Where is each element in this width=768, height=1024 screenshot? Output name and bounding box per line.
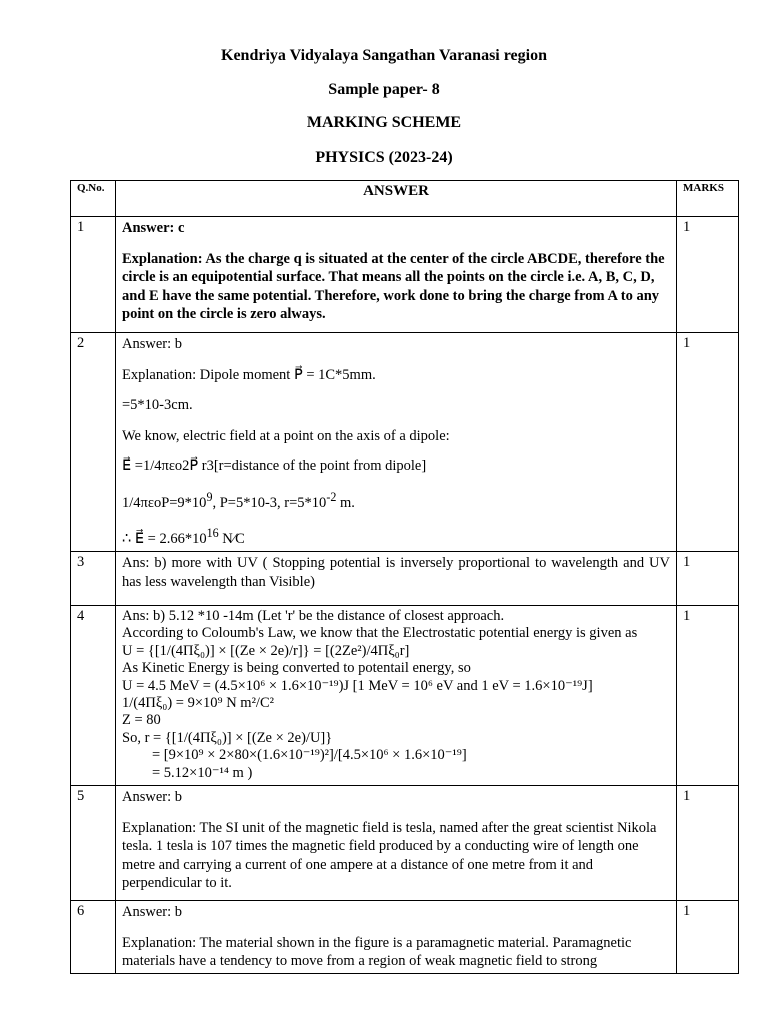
explanation-text <box>122 524 670 548</box>
explanation-text: Explanation: Dipole moment P⃗ = 1C*5mm. <box>122 366 376 383</box>
explanation-text: = 5.12×10⁻¹⁴ m ) <box>152 764 253 781</box>
answer-line: Answer: b <box>122 904 183 920</box>
marks-value: 1 <box>677 901 739 974</box>
answer-line: Ans: b) 5.12 *10 -14m (Let 'r' be the distance of closest approach. <box>122 608 505 624</box>
qno-header: Q.No. <box>71 181 116 217</box>
answer-cell <box>116 901 677 974</box>
explanation-text: So, r = {[1/(4Πξ₀)] × [(Ze × 2e)/U]} <box>122 729 333 746</box>
table-row <box>71 901 739 974</box>
marks-value: 1 <box>677 333 739 552</box>
marks-value: 1 <box>677 606 739 786</box>
marks-header: MARKS <box>677 181 739 217</box>
table-row <box>71 552 739 606</box>
answer-cell <box>116 606 677 786</box>
marks-value: 1 <box>677 552 739 606</box>
marks-value: 1 <box>677 217 739 333</box>
school-title: Kendriya Vidyalaya Sangathan Varanasi region <box>221 47 547 64</box>
explanation-text: We know, electric field at a point on the axis of a dipole: <box>122 427 450 444</box>
text-part: , P=5*10-3, r=5*10 <box>212 494 327 511</box>
answer-cell <box>116 786 677 901</box>
answer-line: Ans: b) more with UV ( Stopping potential is inversely proportional to wavelength and UV has less wavelength than Visible) <box>122 555 670 590</box>
explanation-text: Explanation: The SI unit of the magnetic field is tesla, named after the great scientist Nikola tesla. 1 tesla is 107 times the magnetic field produced by a conducting wire of length one metre and carrying a current of one ampere at a distance of one metre from it and perpendicular to it. <box>122 819 657 891</box>
superscript: 16 <box>206 525 219 540</box>
scheme-title: MARKING SCHEME <box>306 114 462 131</box>
table-header-row <box>71 181 739 217</box>
answer-line: Answer: b <box>122 789 183 805</box>
subject-title: PHYSICS (2023-24) <box>315 149 453 166</box>
question-number: 4 <box>71 606 116 786</box>
explanation-text: According to Coloumb's Law, we know that the Electrostatic potential energy is given as <box>122 625 638 642</box>
explanation-text: = [9×10⁹ × 2×80×(1.6×10⁻¹⁹)²]/[4.5×10⁶ × 1.6×10⁻¹⁹] <box>152 747 467 764</box>
explanation-text: Z = 80 <box>122 712 161 729</box>
explanation-text: Explanation: As the charge q is situated at the center of the circle ABCDE, therefore the circle is an equipotential surface. That means all the points on the circle i.e. A, B, C, D, and E have the same potential. Therefore, work done to bring the charge from A to any point on the circle is zero always. <box>122 250 665 322</box>
explanation-text: =5*10-3cm. <box>122 397 193 413</box>
explanation-text: E⃗ =1/4πεo2P⃗ r3[r=distance of the point from dipole] <box>122 458 427 474</box>
answer-cell <box>116 552 677 606</box>
text-part: m. <box>336 494 355 511</box>
answer-line: Answer: c <box>122 220 185 236</box>
explanation-text: 1/(4Πξ₀) = 9×10⁹ N m²/C² <box>122 695 274 712</box>
answer-cell <box>116 333 677 552</box>
text-part: ∴ E⃗ = 2.66*10 <box>122 530 207 547</box>
table-row <box>71 333 739 552</box>
table-row <box>71 786 739 901</box>
explanation-text: U = {[1/(4Πξ₀)] × [(Ze × 2e)/r]} = [(2Ze²)/4Πξ₀r] <box>122 642 410 659</box>
question-number: 6 <box>71 901 116 974</box>
marks-value: 1 <box>677 786 739 901</box>
explanation-text: Explanation: The material shown in the figure is a paramagnetic material. Paramagnetic materials have a tendency to move from a region of weak magnetic field to strong <box>122 934 632 969</box>
explanation-text <box>122 488 670 512</box>
explanation-text: U = 4.5 MeV = (4.5×10⁶ × 1.6×10⁻¹⁹)J [1 MeV = 10⁶ eV and 1 eV = 1.6×10⁻¹⁹J] <box>122 677 593 694</box>
answer-cell <box>116 217 677 333</box>
explanation-text: As Kinetic Energy is being converted to potentail energy, so <box>122 660 471 677</box>
text-part: N⁄C <box>218 530 245 547</box>
superscript: -2 <box>326 489 337 504</box>
question-number: 5 <box>71 786 116 901</box>
paper-title: Sample paper- 8 <box>328 81 440 98</box>
table-row <box>71 217 739 333</box>
marking-scheme-table <box>70 180 739 974</box>
question-number: 1 <box>71 217 116 333</box>
text-part: 1/4πεoP=9*10 <box>122 494 207 511</box>
question-number: 3 <box>71 552 116 606</box>
answer-line: Answer: b <box>122 336 183 352</box>
question-number: 2 <box>71 333 116 552</box>
table-row <box>71 606 739 786</box>
answer-header: ANSWER <box>116 181 677 217</box>
superscript: 9 <box>206 489 213 504</box>
